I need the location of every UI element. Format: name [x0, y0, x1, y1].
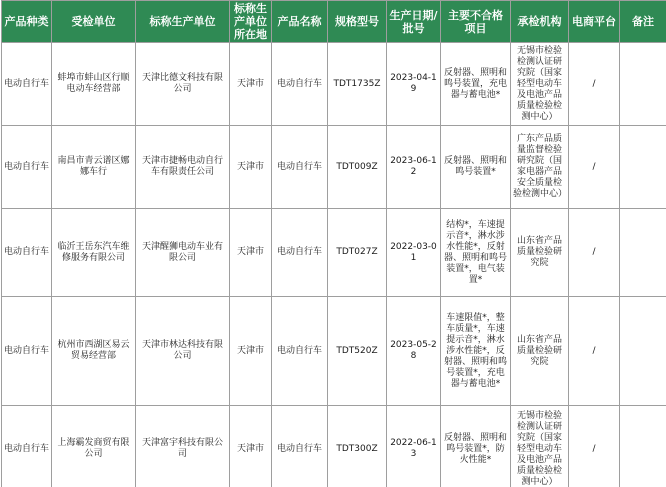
cell-category: 电动自行车: [2, 406, 52, 487]
cell-category: 电动自行车: [2, 126, 52, 209]
cell-inspected-unit: 上海霸发商贸有限公司: [52, 406, 136, 487]
cell-platform: /: [569, 209, 620, 297]
table-header-row: [2, 1, 666, 43]
cell-product-name: 电动自行车: [272, 209, 328, 297]
inspection-results-table: [1, 0, 666, 487]
cell-product-name: 电动自行车: [272, 126, 328, 209]
cell-date: 2022-06-13: [387, 406, 441, 487]
table-row: [2, 43, 666, 126]
cell-location: 天津市: [230, 297, 272, 406]
cell-date: 2022-03-01: [387, 209, 441, 297]
header-agency: 承检机构: [511, 1, 569, 43]
cell-manufacturer: 天津富宇科技有限公司: [136, 406, 230, 487]
cell-location: 天津市: [230, 126, 272, 209]
cell-remark: [620, 126, 666, 209]
cell-defects: 反射器、照明和鸣号装置*: [441, 126, 511, 209]
cell-category: 电动自行车: [2, 43, 52, 126]
header-product-name: 产品名称: [272, 1, 328, 43]
cell-category: 电动自行车: [2, 297, 52, 406]
cell-category: 电动自行车: [2, 209, 52, 297]
cell-remark: [620, 297, 666, 406]
table-row: [2, 406, 666, 487]
header-remark: 备注: [620, 1, 666, 43]
cell-inspected-unit: 杭州市西湖区易云贸易经营部: [52, 297, 136, 406]
cell-defects: 结构*，车速提示音*，淋水涉水性能*，反射器、照明和鸣号装置*，电气装置*: [441, 209, 511, 297]
cell-platform: /: [569, 406, 620, 487]
header-inspected-unit: 受检单位: [52, 1, 136, 43]
header-model: 规格型号: [328, 1, 387, 43]
cell-manufacturer: 天津市捷畅电动自行车有限责任公司: [136, 126, 230, 209]
cell-inspected-unit: 蚌埠市蚌山区行顺电动车经营部: [52, 43, 136, 126]
cell-manufacturer: 天津醒狮电动车业有限公司: [136, 209, 230, 297]
cell-platform: /: [569, 43, 620, 126]
cell-remark: [620, 43, 666, 126]
cell-agency: 山东省产品质量检验研究院: [511, 297, 569, 406]
cell-agency: 山东省产品质量检验研究院: [511, 209, 569, 297]
cell-agency: 广东产品质量监督检验研究院（国家电器产品安全质量检验检测中心）: [511, 126, 569, 209]
cell-product-name: 电动自行车: [272, 297, 328, 406]
cell-product-name: 电动自行车: [272, 406, 328, 487]
cell-date: 2023-06-12: [387, 126, 441, 209]
cell-location: 天津市: [230, 43, 272, 126]
cell-agency: 无锡市检验检测认证研究院（国家轻型电动车及电池产品质量检验检测中心）: [511, 43, 569, 126]
cell-model: TDT300Z: [328, 406, 387, 487]
cell-remark: [620, 406, 666, 487]
header-defects: 主要不合格项目: [441, 1, 511, 43]
cell-model: TDT009Z: [328, 126, 387, 209]
table-row: [2, 126, 666, 209]
cell-agency: 无锡市检验检测认证研究院（国家轻型电动车及电池产品质量检验检测中心）: [511, 406, 569, 487]
header-location: 标称生产单位所在地: [230, 1, 272, 43]
cell-model: TDT1735Z: [328, 43, 387, 126]
cell-date: 2023-04-19: [387, 43, 441, 126]
cell-defects: 反射器、照明和鸣号装置*，防火性能*: [441, 406, 511, 487]
cell-remark: [620, 209, 666, 297]
cell-platform: /: [569, 126, 620, 209]
cell-model: TDT027Z: [328, 209, 387, 297]
cell-location: 天津市: [230, 406, 272, 487]
cell-inspected-unit: 南昌市青云谱区娜娜车行: [52, 126, 136, 209]
header-manufacturer: 标称生产单位: [136, 1, 230, 43]
header-platform: 电商平台: [569, 1, 620, 43]
cell-platform: /: [569, 297, 620, 406]
table-row: [2, 209, 666, 297]
cell-defects: 车速限值*，整车质量*，车速提示音*，淋水涉水性能*，反射器、照明和鸣号装置*，充电器与蓄电池*: [441, 297, 511, 406]
cell-defects: 反射器、照明和鸣号装置，充电器与蓄电池*: [441, 43, 511, 126]
header-date: 生产日期/批号: [387, 1, 441, 43]
cell-date: 2023-05-28: [387, 297, 441, 406]
cell-model: TDT520Z: [328, 297, 387, 406]
cell-manufacturer: 天津市林达科技有限公司: [136, 297, 230, 406]
cell-location: 天津市: [230, 209, 272, 297]
cell-product-name: 电动自行车: [272, 43, 328, 126]
cell-manufacturer: 天津比德文科技有限公司: [136, 43, 230, 126]
cell-inspected-unit: 临沂王岳东汽车维修服务有限公司: [52, 209, 136, 297]
header-category: 产品种类: [2, 1, 52, 43]
table-row: [2, 297, 666, 406]
